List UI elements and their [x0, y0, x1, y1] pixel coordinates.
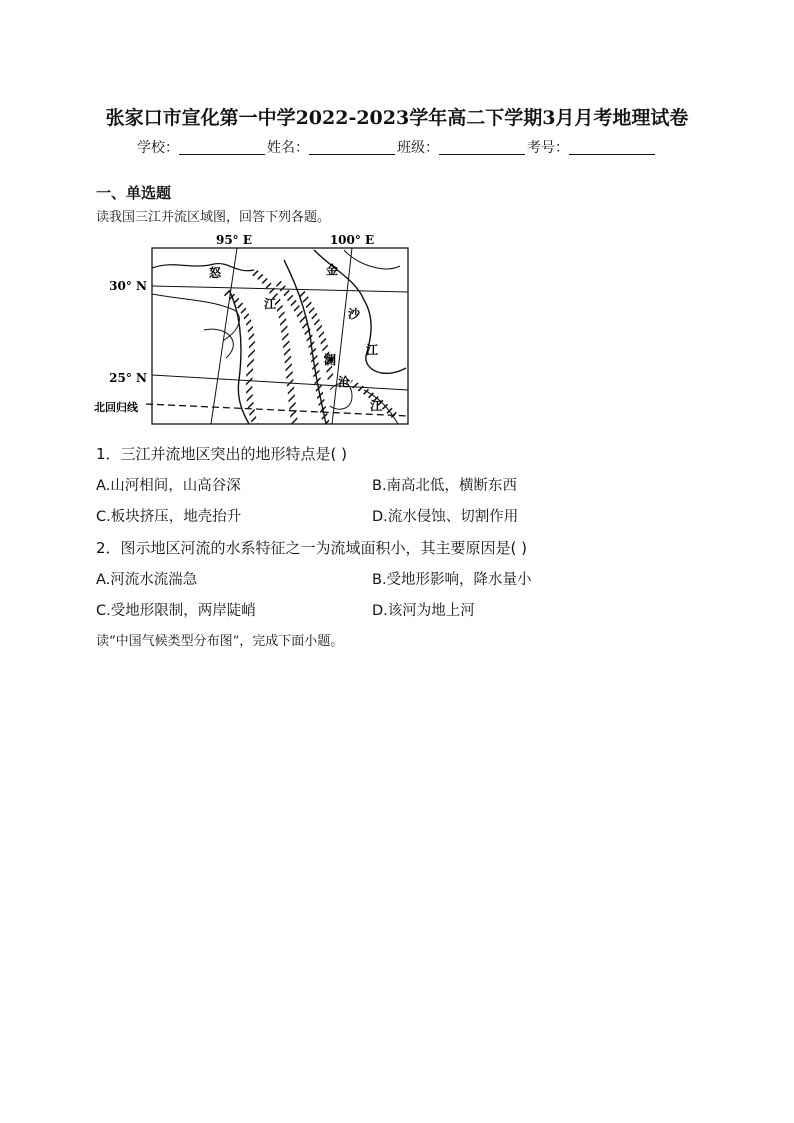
school-label: 学校： [137, 140, 179, 156]
question-2-option-a: A.河流水流湍急 [96, 572, 198, 588]
lat-30-label: 30° N [109, 279, 147, 293]
tropic-label: 北回归线 [94, 401, 138, 414]
question-2-option-c: C.受地形限制，两岸陡峭 [96, 603, 256, 619]
name-blank [309, 140, 395, 155]
class-blank [439, 140, 525, 155]
question-1-option-a: A.山河相间，山高谷深 [96, 478, 241, 494]
lon-100-label: 100° E [329, 233, 375, 247]
intro-text-1: 读我国三江并流区域图，回答下列各题。 [96, 210, 331, 225]
mountain-range-2 [250, 268, 298, 424]
northern-river [152, 264, 254, 271]
river-label-cang: 沧 [338, 375, 351, 389]
river-label-sha: 沙 [348, 307, 361, 321]
river-label-jin: 金 [326, 263, 339, 277]
student-info-line [0, 137, 794, 157]
school-blank [179, 140, 265, 155]
question-1-option-d: D.流水侵蚀、切割作用 [372, 509, 519, 525]
section-heading: 一、单选题 [96, 184, 172, 202]
question-2-stem: 2．图示地区河流的水系特征之一为流域面积小，其主要原因是( ) [96, 539, 528, 557]
river-label-nu: 怒 [209, 266, 222, 280]
question-1-option-b: B.南高北低，横断东西 [372, 478, 518, 494]
name-label: 姓名： [267, 140, 309, 156]
number-label: 考号： [527, 140, 569, 156]
lat-25-label: 25° N [109, 371, 147, 385]
river-label-lan: 澜 [324, 353, 337, 367]
number-blank [569, 140, 655, 155]
question-1-option-c: C.板块挤压，地壳抬升 [96, 509, 242, 525]
question-1-stem: 1．三江并流地区突出的地形特点是( ) [96, 445, 348, 463]
river-label-jiang-2: 江 [366, 343, 379, 357]
page-title: 张家口市宣化第一中学2022-2023学年高二下学期3月月考地理试卷 [105, 107, 689, 129]
lat-25-line [152, 375, 408, 390]
question-2-option-b: B.受地形影响，降水量小 [372, 572, 532, 588]
question-2-option-d: D.该河为地上河 [372, 603, 475, 619]
intro-text-2: 读“中国气候类型分布图”，完成下面小题。 [96, 634, 344, 649]
river-label-jiang-3: 江 [370, 399, 383, 413]
lon-95-label: 95° E [215, 233, 253, 247]
three-rivers-map [94, 230, 414, 430]
river-label-jiang-1: 江 [264, 297, 277, 311]
tropic-line [146, 404, 408, 416]
class-label: 班级： [397, 140, 439, 156]
